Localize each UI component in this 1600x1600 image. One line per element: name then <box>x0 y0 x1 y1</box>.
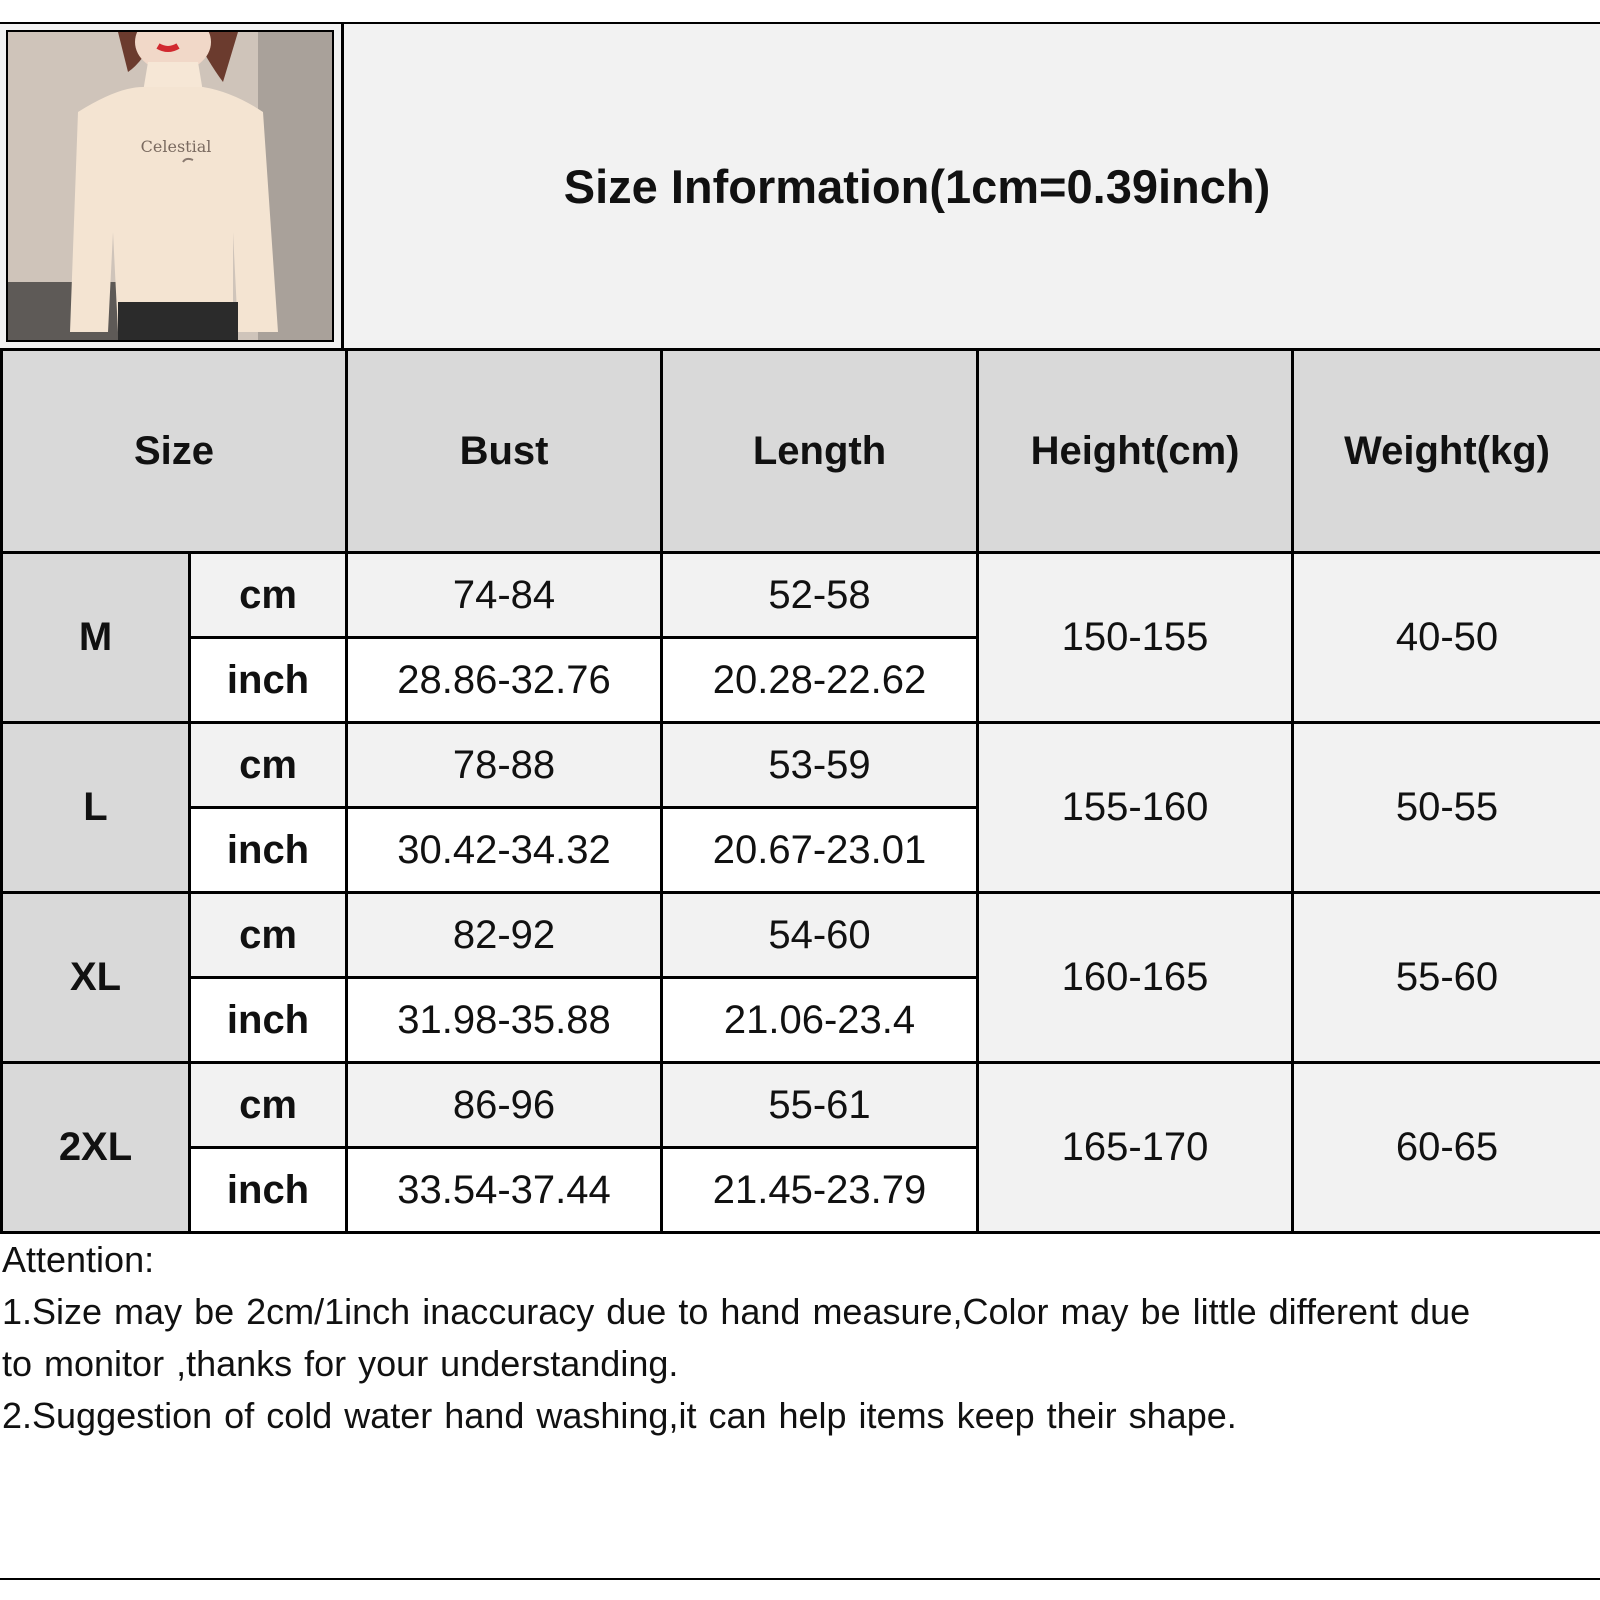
size-table <box>0 348 1600 1234</box>
weight-value: 55-60 <box>1293 893 1600 1063</box>
title-cell <box>344 24 1600 348</box>
length-cm-value: 52-58 <box>662 553 978 638</box>
column-header-bust: Bust <box>347 350 662 553</box>
bust-cm-value: 74-84 <box>347 553 662 638</box>
bust-inch-value: 31.98-35.88 <box>347 978 662 1063</box>
size-label: XL <box>2 893 190 1063</box>
unit-label: inch <box>190 1148 347 1233</box>
height-value: 160-165 <box>978 893 1293 1063</box>
bust-inch-value: 30.42-34.32 <box>347 808 662 893</box>
unit-label: cm <box>190 893 347 978</box>
weight-value: 40-50 <box>1293 553 1600 723</box>
model-in-top-image <box>8 32 332 340</box>
page-title: Size Information(1cm=0.39inch) <box>563 159 1271 213</box>
length-inch-value: 21.45-23.79 <box>662 1148 978 1233</box>
unit-label: inch <box>190 638 347 723</box>
length-cm-value: 54-60 <box>662 893 978 978</box>
height-value: 150-155 <box>978 553 1293 723</box>
table-row <box>2 723 1600 808</box>
table-row <box>2 553 1600 638</box>
bust-inch-value: 28.86-32.76 <box>347 638 662 723</box>
bust-cm-value: 82-92 <box>347 893 662 978</box>
unit-label: cm <box>190 1063 347 1148</box>
size-label: 2XL <box>2 1063 190 1233</box>
table-row <box>2 893 1600 978</box>
weight-value: 50-55 <box>1293 723 1600 893</box>
note-line: to monitor ,thanks for your understanding. <box>2 1343 679 1384</box>
table-header-row <box>2 350 1600 553</box>
shirt-print-text: Celestial <box>140 137 212 156</box>
column-header-length: Length <box>662 350 978 553</box>
length-inch-value: 20.28-22.62 <box>662 638 978 723</box>
bust-inch-value: 33.54-37.44 <box>347 1148 662 1233</box>
note-line: 2.Suggestion of cold water hand washing,it can help items keep their shape. <box>2 1395 1237 1436</box>
weight-value: 60-65 <box>1293 1063 1600 1233</box>
column-header-size: Size <box>2 350 347 553</box>
length-inch-value: 20.67-23.01 <box>662 808 978 893</box>
attention-notes <box>2 1234 1598 1442</box>
unit-label: inch <box>190 808 347 893</box>
length-inch-value: 21.06-23.4 <box>662 978 978 1063</box>
size-label: M <box>2 553 190 723</box>
length-cm-value: 53-59 <box>662 723 978 808</box>
unit-label: cm <box>190 723 347 808</box>
height-value: 165-170 <box>978 1063 1293 1233</box>
bust-cm-value: 78-88 <box>347 723 662 808</box>
length-cm-value: 55-61 <box>662 1063 978 1148</box>
unit-label: inch <box>190 978 347 1063</box>
product-photo <box>6 30 334 342</box>
column-header-weight: Weight(kg) <box>1293 350 1600 553</box>
bottom-border <box>0 1578 1600 1580</box>
notes-heading: Attention: <box>2 1239 155 1280</box>
column-header-height: Height(cm) <box>978 350 1293 553</box>
table-row <box>2 1063 1600 1148</box>
note-line: 1.Size may be 2cm/1inch inaccuracy due to hand measure,Color may be little different due <box>2 1291 1471 1332</box>
unit-label: cm <box>190 553 347 638</box>
photo-cell <box>0 24 344 348</box>
size-label: L <box>2 723 190 893</box>
height-value: 155-160 <box>978 723 1293 893</box>
bust-cm-value: 86-96 <box>347 1063 662 1148</box>
